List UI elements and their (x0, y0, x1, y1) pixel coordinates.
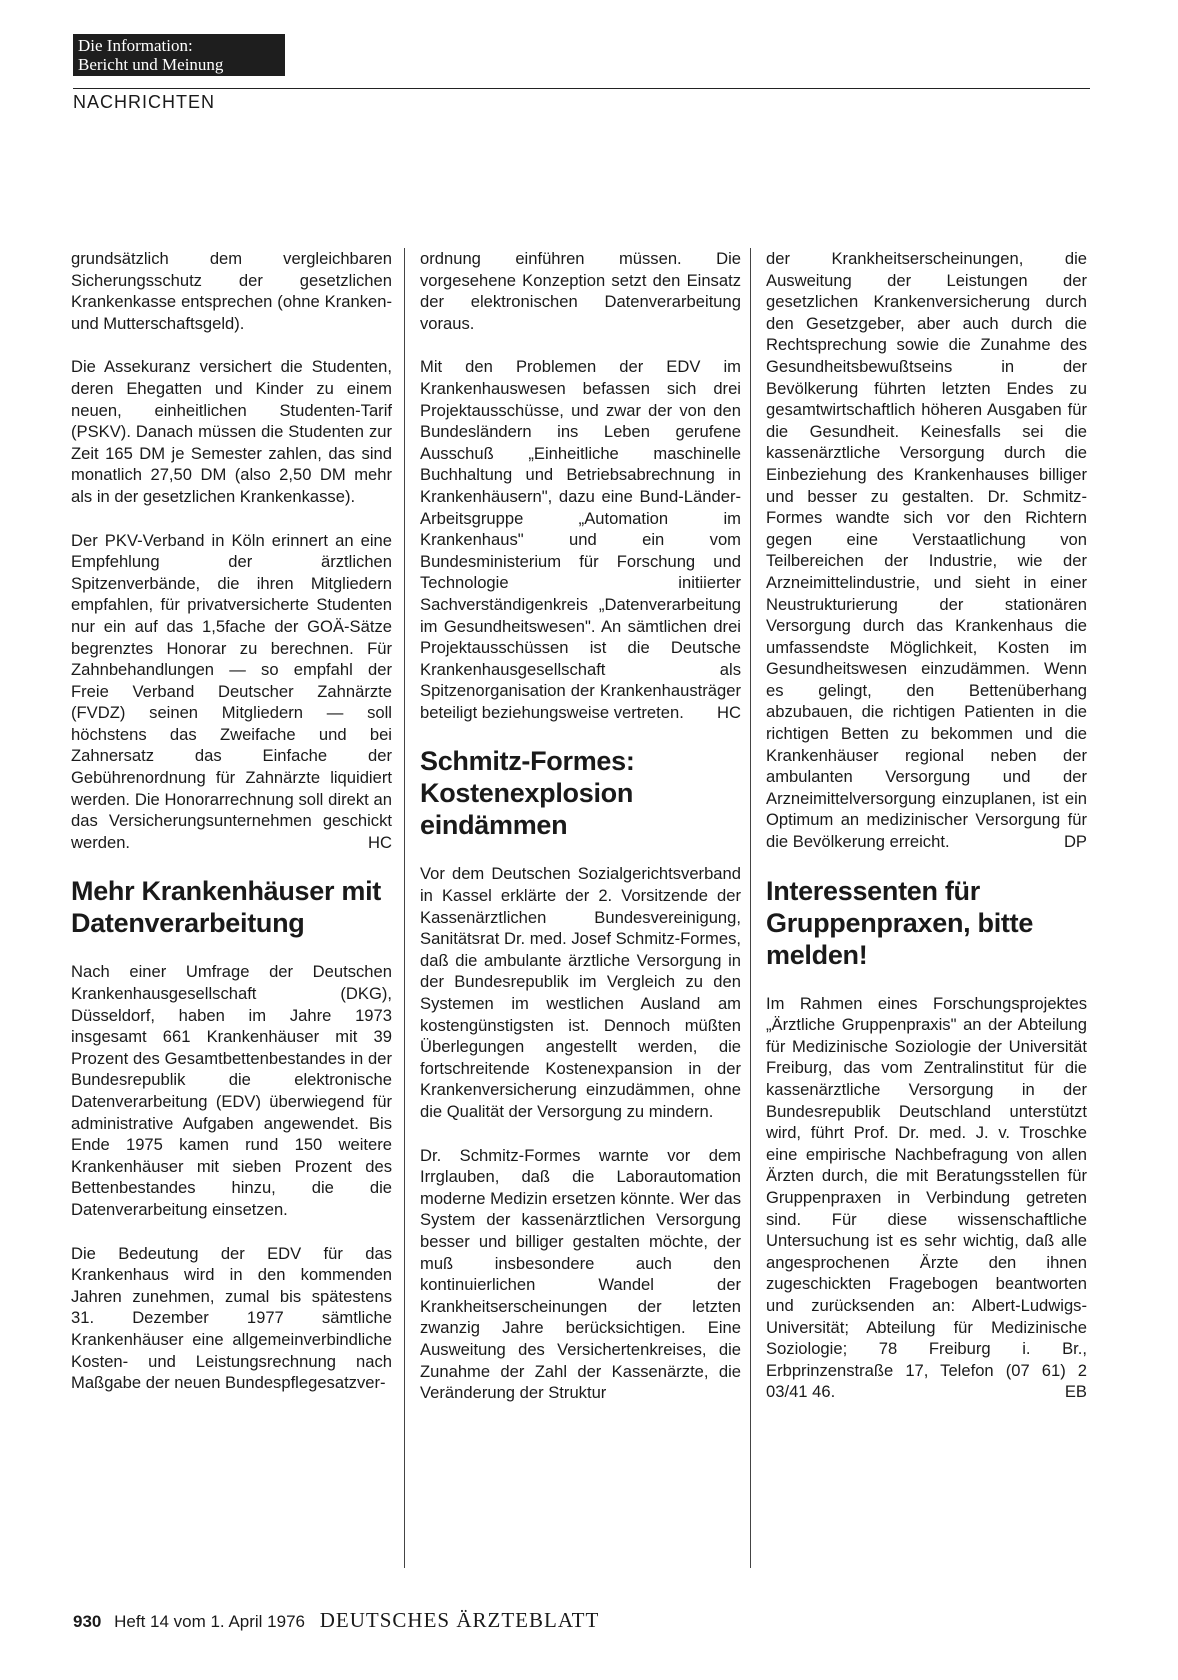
paragraph (766, 993, 1087, 1403)
paragraph (71, 530, 392, 854)
paragraph: Die Assekuranz versichert die Studenten, deren Ehegatten und Kinder zu einem neuen, einheitlichen Studenten-Tarif (PSKV). Danach müssen die Studenten zur Zeit 165 DM je Semester zahlen, das sind monatlich 27,50 DM (also 2,50 DM mehr als in der gesetzlichen Krankenkasse). (71, 357, 392, 506)
article-headline: Interessenten für Gruppenpraxen, bitte melden! (766, 875, 1034, 970)
paragraph-text: Mit den Problemen der EDV im Krankenhauswesen befassen sich drei Projektausschüsse, und zwar der von den Bundesländern ins Leben gerufene Ausschuß „Einheitliche maschinelle Buchhaltung und Betriebsabrechnung in Krankenhäusern", dazu eine Bund-Länder-Arbeitsgruppe „Automation im Krankenhaus" und ein vom Bundesministerium für Forschung und Technologie initiierter Sachverständigenkreis „Datenverarbeitung im Gesundheitswesen". An sämtlichen drei Projektausschüssen ist die Deutsche Krankenhausgesellschaft als Spitzenorganisation der Krankenhausträger beteiligt beziehungsweise vertreten. (420, 357, 741, 722)
article-headline: Mehr Krankenhäuser mit Datenverarbeitung (71, 876, 381, 939)
author-initials: HC (717, 702, 741, 722)
section-title: NACHRICHTEN (73, 92, 216, 112)
column-3 (766, 248, 1087, 1568)
article-headline: Schmitz-Formes: Kostenexplosion eindämmen (420, 746, 635, 841)
section-badge (73, 34, 285, 76)
paragraph: Dr. Schmitz-Formes warnte vor dem Irrglauben, daß die Laborautomation moderne Medizin ersetzen könnte. Wer das System der kassenärztlichen Versorgung besser und billiger gestalten möchte, der muß insbesondere auch den kontinuierlichen Wandel der Krankheitserscheinungen der letzten zwanzig Jahre berücksichtigen. Eine Ausweitung des Versichertenkreises, die Zunahme der Zahl der Kassenärzte, die Veränderung der Struktur (420, 1145, 741, 1403)
author-initials: EB (1064, 1382, 1087, 1402)
paragraph (420, 356, 741, 723)
magazine-title: DEUTSCHES ÄRZTEBLATT (319, 1608, 600, 1632)
author-initials: DP (1063, 832, 1087, 852)
badge-line-2: Bericht und Meinung (78, 55, 224, 74)
paragraph: Nach einer Umfrage der Deutschen Krankenhausgesellschaft (DKG), Düsseldorf, haben im Jahre 1973 insgesamt 661 Krankenhäuser mit 39 Prozent des Gesamtbettenbestandes in der Bundesrepublik die elektronische Datenverarbeitung (EDV) überwiegend für administrative Aufgaben angewendet. Bis Ende 1975 kamen rund 150 weitere Krankenhäuser mit sieben Prozent des Bettenbestandes hinzu, die die Datenverarbeitung einsetzen. (71, 962, 392, 1219)
header-rule (73, 88, 1090, 89)
paragraph (766, 248, 1087, 853)
paragraph: Die Bedeutung der EDV für das Krankenhaus wird in den kommenden Jahren zunehmen, zumal bis spätestens 31. Dezember 1977 sämtliche Krankenhäuser eine allgemeinverbindliche Kosten- und Leistungsrechnung nach Maßgabe der neuen Bundespflegesatzver- (71, 1243, 392, 1393)
author-initials: HC (368, 832, 392, 852)
paragraph: Vor dem Deutschen Sozialgerichtsverband in Kassel erklärte der 2. Vorsitzende der Kassenärztlichen Bundesvereinigung, Sanitätsrat Dr. med. Josef Schmitz-Formes, daß die ambulante ärztliche Versorgung in der Bundesrepublik im Vergleich zu den Systemen im westlichen Ausland am kostengünstigsten ist. Dennoch müßten Überlegungen angestellt werden, die fortschreitende Kostenexpansion in der Krankenversicherung einzudämmen, ohne die Qualität der Versorgung zu mindern. (420, 864, 741, 1121)
column-2 (420, 248, 741, 1568)
issue-info: Heft 14 vom 1. April 1976 (114, 1612, 305, 1631)
column-divider (750, 248, 751, 1568)
column-divider (404, 248, 405, 1568)
paragraph: ordnung einführen müssen. Die vorgesehene Konzeption setzt den Einsatz der elektronischen Datenverarbeitung voraus. (420, 249, 741, 333)
paragraph-text: der Krankheitserscheinungen, die Ausweitung der Leistungen der gesetzlichen Krankenversicherung durch den Gesetzgeber, aber auch durch die Rechtsprechung sowie die Zunahme des Gesundheitsbewußtseins in der Bevölkerung führten letzten Endes zu gesamtwirtschaftlich höheren Ausgaben für die Gesundheit. Keinesfalls sei die kassenärztliche Versorgung durch die Einbeziehung des Krankenhauses billiger und besser zu gestalten. Dr. Schmitz-Formes wandte sich vor den Richtern gegen eine Verstaatlichung von Teilbereichen der Industrie, wie der Arzneimittelindustrie, und sieht in einer Neustrukturierung der stationären Versorgung durch das Krankenhaus die umfassendste Möglichkeit, Kosten im Gesundheitswesen einzudämmen. Wenn es gelingt, den Bettenüberhang abzubauen, die richtigen Patienten in die richtigen Betten zu bekommen und die Krankenhäuser regional neben der ambulanten Versorgung und der Arzneimittelversorgung einzuplanen, ist ein Optimum an medizinischer Versorgung für die Bevölkerung erreicht. (766, 249, 1087, 852)
paragraph: grundsätzlich dem vergleichbaren Sicherungsschutz der gesetzlichen Krankenkasse entsprechen (ohne Kranken- und Mutterschaftsgeld). (71, 249, 392, 333)
paragraph-text: Im Rahmen eines Forschungsprojektes „Ärztliche Gruppenpraxis" an der Abteilung für Medizinische Soziologie der Universität Freiburg, das vom Zentralinstitut für die kassenärztliche Versorgung in der Bundesrepublik Deutschland unterstützt wird, führt Prof. Dr. med. J. v. Troschke eine empirische Nachbefragung von allen Ärzten durch, die mit Beratungsstellen für Gruppenpraxen in Verbindung getreten sind. Für diese wissenschaftliche Untersuchung ist es sehr wichtig, daß alle angesprochenen Ärzte den ihnen zugeschickten Fragebogen beantworten und zurücksenden an: Albert-Ludwigs-Universität; Abteilung für Medizinische Soziologie; 78 Freiburg i. Br., Erbprinzenstraße 17, Telefon (07 61) 2 03/41 46. (766, 993, 1087, 1402)
page-footer (73, 1608, 599, 1633)
column-1 (71, 248, 392, 1568)
page-number: 930 (73, 1612, 102, 1631)
badge-line-1: Die Information: (78, 36, 193, 55)
paragraph-text: Der PKV-Verband in Köln erinnert an eine Empfehlung der ärztlichen Spitzenverbände, die ihren Mitgliedern empfahlen, für privatversicherte Studenten nur ein auf das 1,5fache der GOÄ-Sätze begrenztes Honorar zu berechnen. Für Zahnbehandlungen — so empfahl der Freie Verband Deutscher Zahnärzte (FVDZ) seinen Mitgliedern — soll höchstens das Zweifache und bei Zahnersatz das Einfache der Gebührenordnung für Zahnärzte liquidiert werden. Die Honorarrechnung soll direkt an das Versicherungsunternehmen geschickt werden. (71, 530, 392, 852)
